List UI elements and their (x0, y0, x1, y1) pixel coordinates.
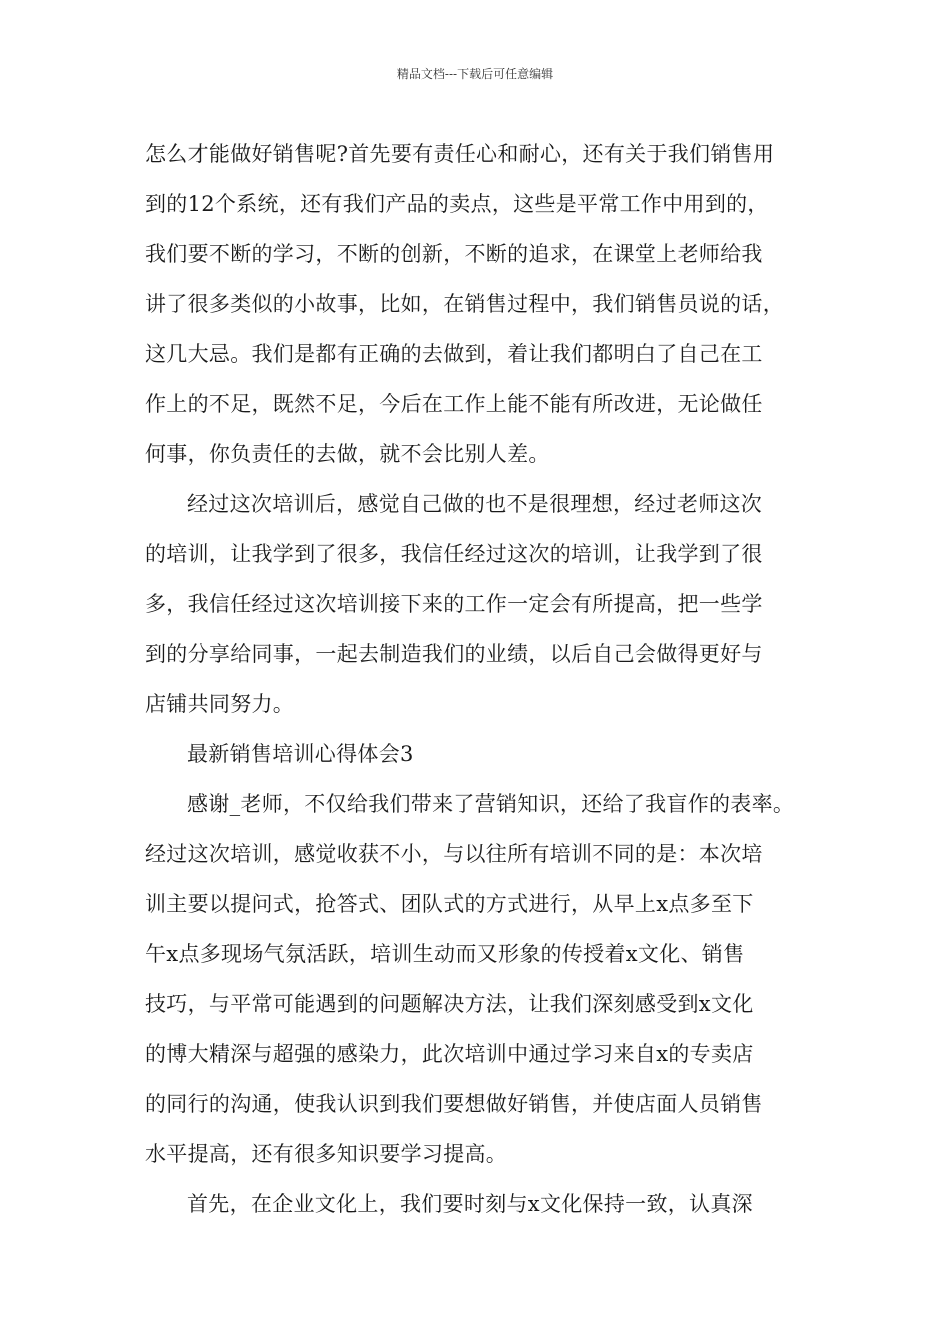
text-line: 到的12个系统，还有我们产品的卖点，这些是平常工作中用到的， (145, 192, 769, 216)
text-line: 训主要以提问式，抢答式、团队式的方式进行，从早上x点多至下 (145, 892, 754, 916)
text-line: 经过这次培训，感觉收获不小，与以往所有培训不同的是：本次培 (145, 842, 763, 866)
text-line: 的同行的沟通，使我认识到我们要想做好销售，并使店面人员销售 (145, 1092, 763, 1116)
paragraph-start-line: 感谢_老师，不仅给我们带来了营销知识，还给了我盲作的表率。 (187, 792, 795, 816)
text-line: 何事，你负责任的去做，就不会比别人差。 (145, 442, 550, 466)
text-line: 店铺共同努力。 (145, 692, 295, 716)
text-line: 技巧，与平常可能遇到的问题解决方法，让我们深刻感受到x文化 (145, 992, 754, 1016)
text-line: 的培训，让我学到了很多，我信任经过这次的培训，让我学到了很 (145, 542, 763, 566)
paragraph-start-line: 经过这次培训后，感觉自己做的也不是很理想，经过老师这次 (187, 492, 763, 516)
text-line: 午x点多现场气氛活跃，培训生动而又形象的传授着x文化、销售 (145, 942, 745, 966)
page-header: 精品文档---下载后可任意编辑 (396, 67, 554, 81)
text-line: 这几大忌。我们是都有正确的去做到，着让我们都明白了自己在工 (145, 342, 763, 366)
text-line: 我们要不断的学习，不断的创新，不断的追求，在课堂上老师给我 (145, 242, 763, 266)
text-line: 作上的不足，既然不足，今后在工作上能不能有所改进，无论做任 (145, 392, 763, 416)
text-line: 多，我信任经过这次培训接下来的工作一定会有所提高，把一些学 (145, 592, 763, 616)
text-line: 讲了很多类似的小故事，比如，在销售过程中，我们销售员说的话， (145, 292, 784, 316)
paragraph-start-line: 首先，在企业文化上，我们要时刻与x文化保持一致，认真深 (187, 1192, 753, 1216)
text-line: 到的分享给同事，一起去制造我们的业绩，以后自己会做得更好与 (145, 642, 763, 666)
section-title: 最新销售培训心得体会3 (187, 742, 414, 766)
text-line: 的博大精深与超强的感染力，此次培训中通过学习来自x的专卖店 (145, 1042, 754, 1066)
text-line: 水平提高，还有很多知识要学习提高。 (145, 1142, 508, 1166)
text-line: 怎么才能做好销售呢?首先要有责任心和耐心，还有关于我们销售用 (145, 142, 775, 166)
